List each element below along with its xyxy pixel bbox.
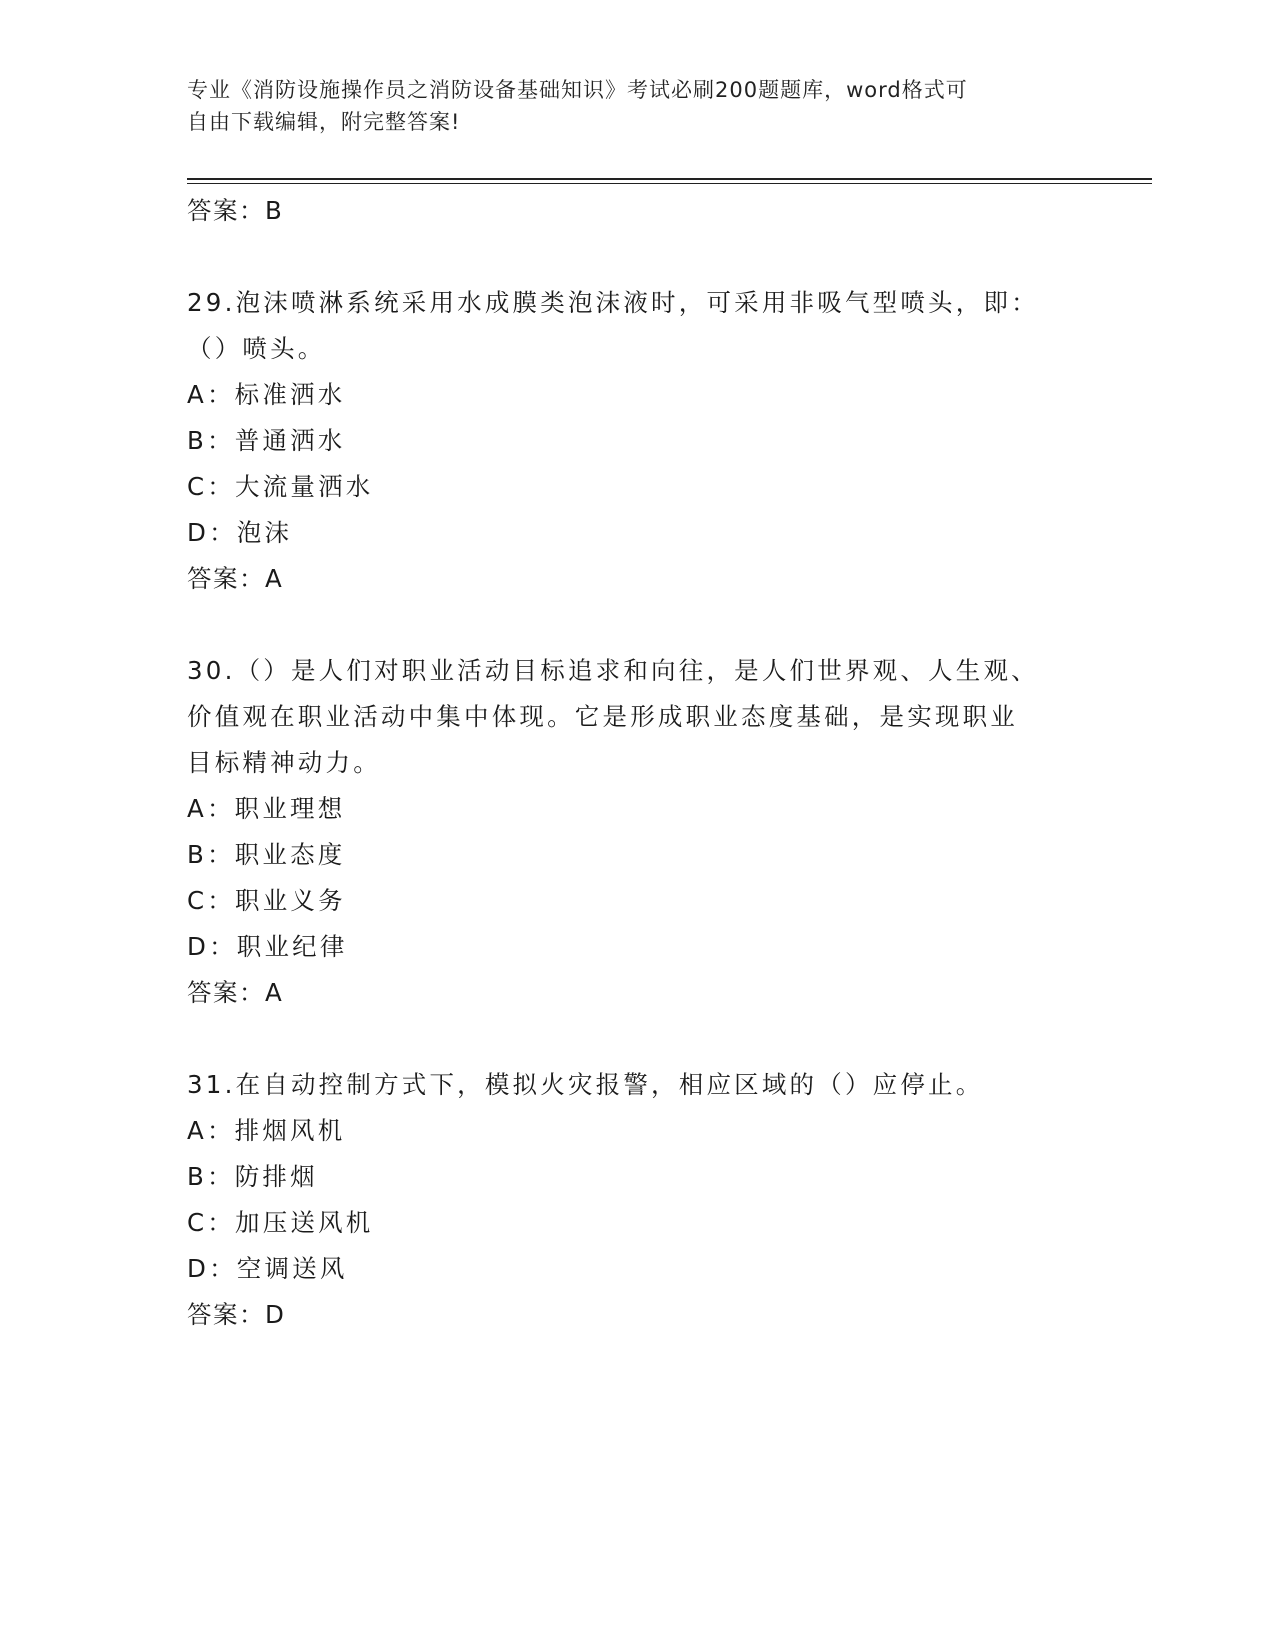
option-b: B：职业态度 [187, 840, 346, 869]
option-c: C：大流量洒水 [187, 472, 374, 501]
option-a: A：排烟风机 [187, 1116, 346, 1145]
previous-answer: 答案：B [187, 196, 284, 225]
spacer [187, 234, 1087, 280]
question-stem-line: 价值观在职业活动中集中体现。它是形成职业态度基础，是实现职业 [187, 702, 1018, 731]
page-header [187, 74, 1067, 138]
header-line-1: 专业《消防设施操作员之消防设备基础知识》考试必刷200题题库，word格式可 [187, 78, 968, 102]
question-31 [187, 1062, 1087, 1338]
header-line-2: 自由下载编辑，附完整答案! [187, 110, 461, 134]
option-c: C：加压送风机 [187, 1208, 374, 1237]
option-a: A：标准洒水 [187, 380, 346, 409]
header-divider-thick [187, 178, 1152, 180]
question-stem-line: 31.在自动控制方式下，模拟火灾报警，相应区域的（）应停止。 [187, 1070, 984, 1099]
header-divider-thin [187, 183, 1152, 184]
spacer [187, 602, 1087, 648]
question-stem-line: （）喷头。 [187, 334, 326, 363]
question-29 [187, 280, 1087, 602]
option-a: A：职业理想 [187, 794, 346, 823]
option-b: B：防排烟 [187, 1162, 318, 1191]
question-30 [187, 648, 1087, 1016]
option-d: D：职业纪律 [187, 932, 348, 961]
answer: 答案：D [187, 1300, 286, 1329]
answer: 答案：A [187, 564, 284, 593]
question-stem-line: 30.（）是人们对职业活动目标追求和向往，是人们世界观、人生观、 [187, 656, 1039, 685]
answer: 答案：A [187, 978, 284, 1007]
option-b: B：普通洒水 [187, 426, 346, 455]
option-c: C：职业义务 [187, 886, 346, 915]
option-d: D：泡沫 [187, 518, 293, 547]
question-stem-line: 目标精神动力。 [187, 748, 381, 777]
spacer [187, 1016, 1087, 1062]
question-stem-line: 29.泡沫喷淋系统采用水成膜类泡沫液时，可采用非吸气型喷头，即： [187, 288, 1039, 317]
option-d: D：空调送风 [187, 1254, 348, 1283]
document-body [187, 188, 1087, 1338]
